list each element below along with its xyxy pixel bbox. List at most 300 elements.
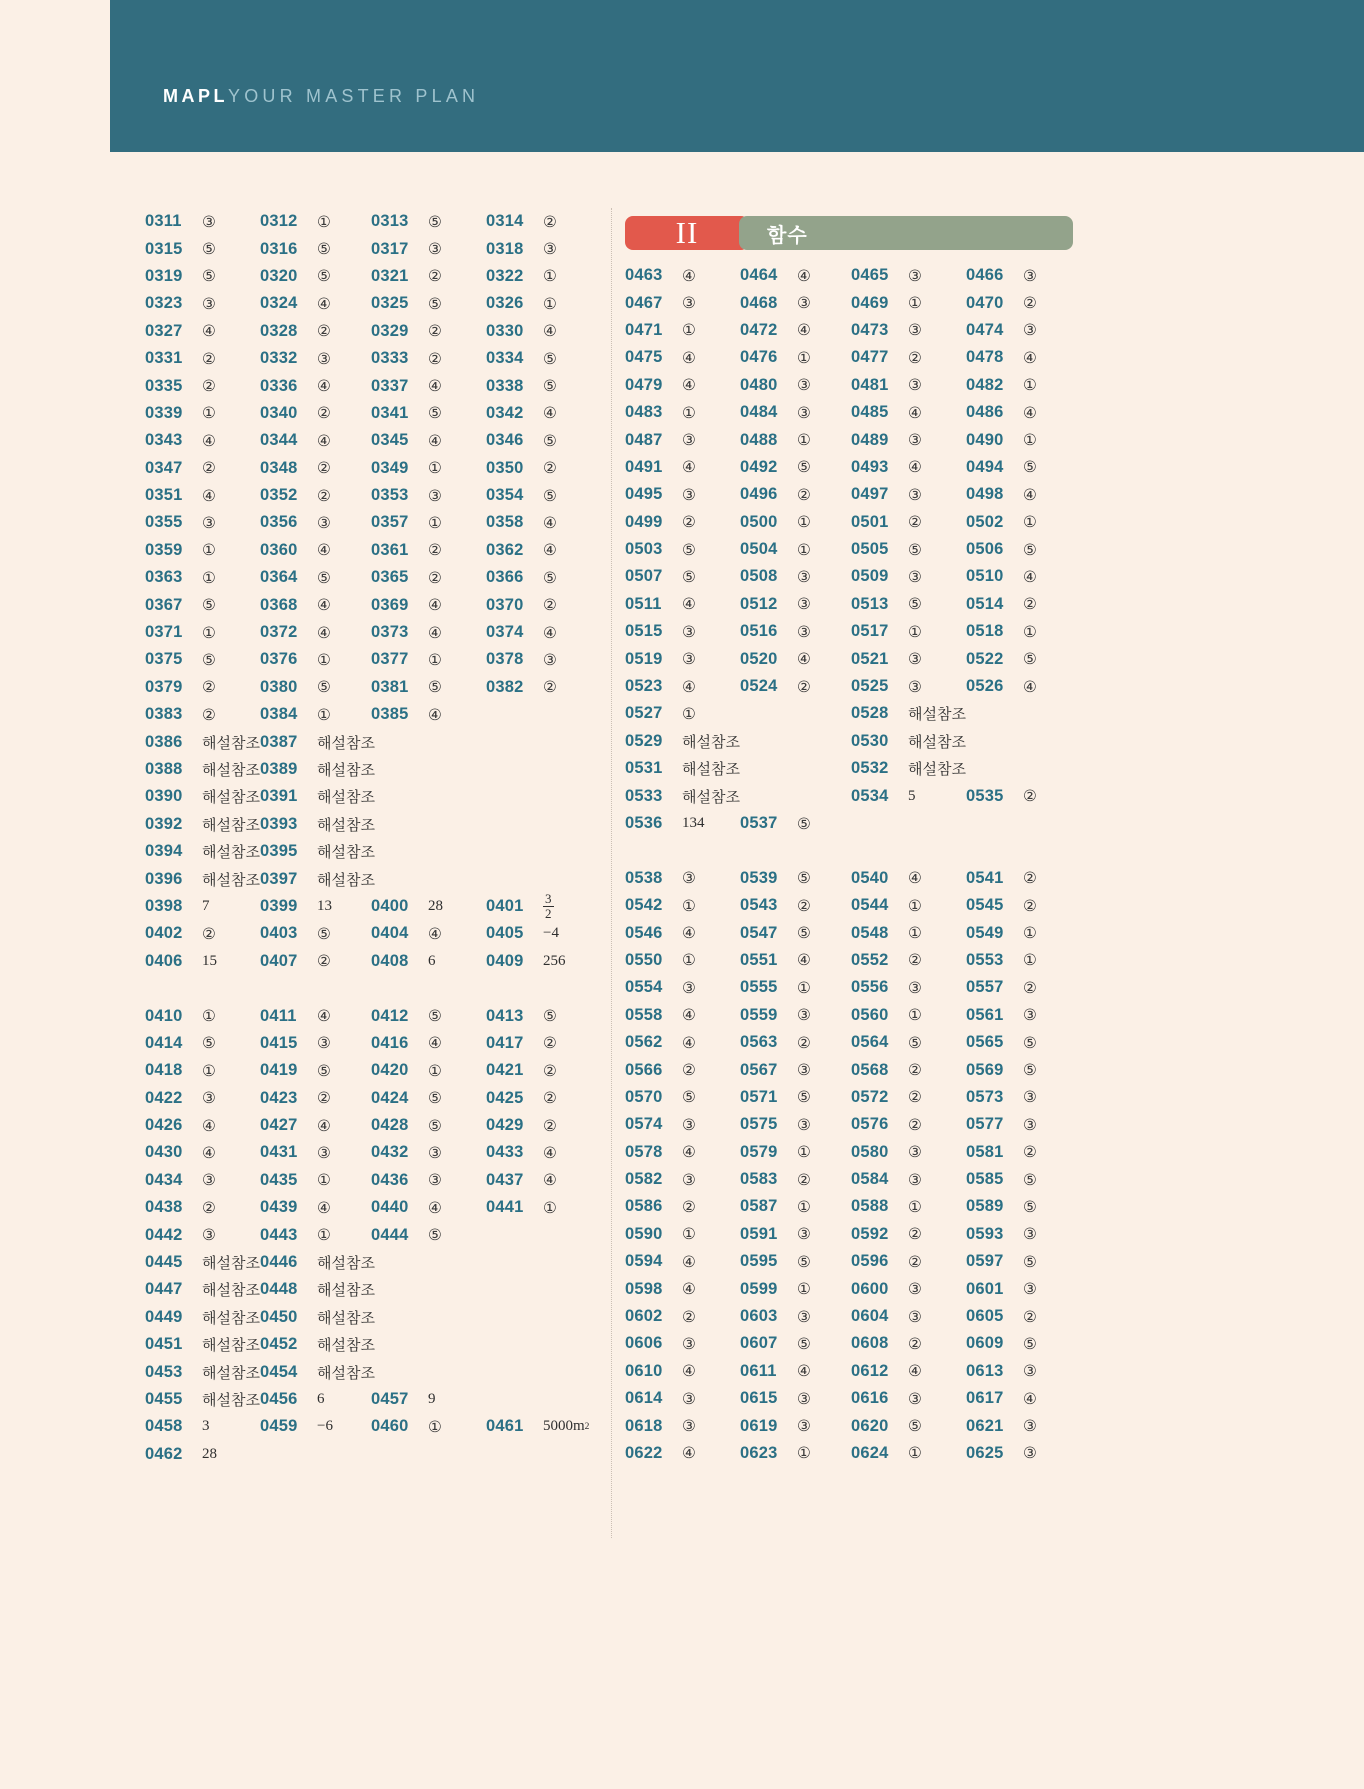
question-number: 0472	[740, 320, 778, 339]
question-number: 0330	[486, 321, 524, 340]
answer-row	[145, 1057, 595, 1084]
question-number: 0326	[486, 294, 524, 313]
answer-value: ④	[682, 266, 696, 285]
answer-value: ④	[317, 623, 331, 642]
question-number: 0444	[371, 1225, 409, 1244]
question-number: 0596	[851, 1252, 889, 1271]
answer-row	[625, 1084, 1075, 1111]
question-number: 0347	[145, 458, 183, 477]
answer-row	[145, 1358, 595, 1385]
answer-entry	[966, 289, 1004, 316]
question-number: 0328	[260, 321, 298, 340]
answer-row	[625, 1056, 1075, 1083]
answer-value: ③	[797, 1307, 811, 1326]
answer-value: ⑤	[317, 267, 331, 286]
answer-value: ③	[797, 1417, 811, 1436]
answer-entry	[145, 208, 182, 235]
question-number: 0455	[145, 1389, 183, 1408]
answer-row	[145, 674, 595, 701]
answer-entry	[486, 1413, 524, 1440]
answer-value: ①	[1023, 376, 1037, 395]
answer-value: ④	[682, 1143, 696, 1162]
question-number: 0460	[371, 1417, 409, 1436]
answer-entry	[966, 865, 1004, 892]
answer-value: ④	[682, 1252, 696, 1271]
answer-value: ⑤	[797, 924, 811, 943]
question-number: 0367	[145, 595, 183, 614]
answer-value: ⑤	[1023, 1033, 1037, 1052]
answer-row	[145, 1194, 595, 1221]
answer-entry	[625, 1275, 663, 1302]
answer-value: ②	[797, 485, 811, 504]
question-number: 0509	[851, 567, 889, 586]
answer-value: ①	[202, 404, 216, 423]
answer-entry	[145, 1112, 183, 1139]
answer-value: 해설참조	[317, 1336, 375, 1355]
answer-value: ③	[908, 485, 922, 504]
question-number: 0614	[625, 1389, 663, 1408]
answer-entry	[851, 454, 889, 481]
answer-entry	[371, 948, 409, 975]
answer-value: ④	[1023, 403, 1037, 422]
question-number: 0378	[486, 650, 524, 669]
brand-logo	[163, 86, 479, 107]
answer-entry	[371, 619, 409, 646]
question-number: 0329	[371, 321, 409, 340]
question-number: 0542	[625, 896, 663, 915]
answer-row	[625, 919, 1075, 946]
answer-value: ①	[797, 1444, 811, 1463]
question-number: 0458	[145, 1417, 183, 1436]
answer-value: ④	[682, 1444, 696, 1463]
question-number: 0510	[966, 567, 1004, 586]
answer-entry	[371, 1413, 409, 1440]
answer-entry	[851, 618, 889, 645]
answer-entry	[145, 235, 183, 262]
question-number: 0490	[966, 430, 1004, 449]
answer-value: ②	[797, 677, 811, 696]
answer-value: ④	[682, 458, 696, 477]
question-number: 0584	[851, 1170, 889, 1189]
answer-entry	[260, 1276, 298, 1303]
answer-row	[145, 1304, 595, 1331]
question-number: 0388	[145, 760, 183, 778]
answer-entry	[260, 1304, 298, 1331]
answer-row	[145, 1413, 595, 1440]
answer-entry	[740, 1139, 778, 1166]
answer-entry	[371, 1030, 409, 1057]
question-number: 0547	[740, 923, 778, 942]
answer-value: 7	[202, 897, 210, 914]
question-number: 0477	[851, 348, 889, 367]
answer-row	[625, 481, 1075, 508]
answer-value: ③	[317, 1034, 331, 1053]
question-number: 0355	[145, 513, 183, 532]
answer-entry	[145, 1221, 183, 1248]
answer-entry	[260, 783, 298, 810]
question-number: 0587	[740, 1197, 778, 1216]
question-number: 0499	[625, 512, 663, 531]
answer-entry	[851, 481, 889, 508]
question-number: 0334	[486, 349, 524, 368]
question-number: 0467	[625, 293, 663, 312]
answer-entry	[851, 1029, 889, 1056]
question-number: 0450	[260, 1307, 298, 1326]
question-number: 0349	[371, 458, 409, 477]
answer-value: ⑤	[543, 349, 557, 368]
question-number: 0507	[625, 567, 663, 586]
answer-entry	[966, 1111, 1004, 1138]
answer-entry	[625, 673, 663, 700]
answer-value: ②	[908, 1252, 922, 1271]
answer-entry	[145, 783, 183, 810]
question-number: 0448	[260, 1280, 298, 1299]
answer-entry	[851, 645, 889, 672]
answer-row	[145, 591, 595, 618]
answer-entry	[851, 1002, 889, 1029]
question-number: 0416	[371, 1033, 409, 1052]
answer-entry	[371, 1085, 409, 1112]
question-number: 0569	[966, 1060, 1004, 1079]
answer-entry	[260, 290, 298, 317]
question-number: 0561	[966, 1005, 1004, 1024]
answer-value: 256	[543, 952, 566, 969]
answer-value: ③	[202, 513, 216, 532]
answer-value: ③	[797, 294, 811, 313]
answer-value: ④	[682, 376, 696, 395]
answer-entry	[486, 372, 524, 399]
answer-value: ①	[908, 896, 922, 915]
question-number: 0443	[260, 1225, 298, 1244]
answer-value: ③	[682, 294, 696, 313]
answer-value: ①	[797, 1197, 811, 1216]
answer-entry	[625, 372, 663, 399]
answer-entry	[260, 1057, 298, 1084]
answer-value: ①	[317, 1226, 331, 1245]
answer-row	[625, 262, 1075, 289]
answer-value: ②	[797, 1033, 811, 1052]
answer-entry	[486, 290, 524, 317]
question-number: 0402	[145, 924, 183, 943]
answer-value: ⑤	[428, 678, 442, 697]
question-number: 0415	[260, 1033, 298, 1052]
question-number: 0536	[625, 814, 663, 832]
answer-value: ④	[428, 1034, 442, 1053]
question-number: 0372	[260, 623, 298, 642]
question-number: 0622	[625, 1443, 663, 1462]
answer-value: ②	[543, 1034, 557, 1053]
answer-row	[145, 318, 595, 345]
answer-value: ①	[797, 348, 811, 367]
answer-row	[145, 1030, 595, 1057]
answer-entry	[851, 782, 889, 809]
answer-value: 해설참조	[202, 1390, 260, 1409]
answer-row	[625, 645, 1075, 672]
answer-value: ③	[908, 1143, 922, 1162]
answer-value: ⑤	[428, 1089, 442, 1108]
answer-entry	[966, 454, 1004, 481]
answer-value: ①	[797, 1280, 811, 1299]
answer-entry	[260, 1221, 298, 1248]
question-number: 0566	[625, 1060, 663, 1079]
question-number: 0431	[260, 1143, 298, 1162]
answer-entry	[371, 1002, 409, 1029]
question-number: 0454	[260, 1362, 298, 1381]
question-number: 0548	[851, 923, 889, 942]
question-number: 0433	[486, 1143, 524, 1162]
answer-value: 15	[202, 952, 217, 969]
answer-value: ①	[428, 650, 442, 669]
question-number: 0549	[966, 923, 1004, 942]
answer-value: ④	[682, 1006, 696, 1025]
answer-entry	[145, 1331, 183, 1358]
question-number: 0373	[371, 623, 409, 642]
answer-value: ①	[908, 1444, 922, 1463]
answer-value: ②	[908, 1115, 922, 1134]
answer-entry	[260, 1413, 298, 1440]
answer-value: ①	[202, 541, 216, 560]
question-number: 0500	[740, 512, 778, 531]
answer-entry	[851, 536, 889, 563]
answer-entry	[966, 673, 1004, 700]
answer-value: ②	[317, 1089, 331, 1108]
question-number: 0406	[145, 951, 183, 970]
answer-entry	[145, 838, 183, 865]
question-number: 0541	[966, 868, 1004, 887]
answer-row	[625, 1275, 1075, 1302]
answer-entry	[145, 1057, 183, 1084]
question-number: 0437	[486, 1170, 524, 1189]
answer-entry	[625, 563, 663, 590]
question-number: 0439	[260, 1198, 298, 1217]
answer-row	[625, 1385, 1075, 1412]
answer-entry	[966, 1275, 1004, 1302]
answer-entry	[740, 1029, 778, 1056]
answer-entry	[145, 1304, 183, 1331]
answer-entry	[371, 646, 409, 673]
answer-value: ①	[317, 650, 331, 669]
question-number: 0412	[371, 1006, 409, 1025]
question-number: 0358	[486, 513, 524, 532]
question-number: 0539	[740, 868, 778, 887]
answer-entry	[740, 810, 778, 837]
answer-value: ③	[797, 1006, 811, 1025]
answer-entry	[260, 427, 298, 454]
answer-entry	[740, 1412, 778, 1439]
question-number: 0396	[145, 869, 183, 888]
answer-entry	[740, 974, 778, 1001]
answer-row	[145, 619, 595, 646]
column-divider	[611, 208, 612, 1538]
question-number: 0340	[260, 403, 298, 422]
question-number: 0556	[851, 978, 889, 997]
answer-value: ④	[317, 541, 331, 560]
answer-entry	[145, 1413, 183, 1440]
answer-value: ⑤	[428, 404, 442, 423]
answer-entry	[145, 1167, 183, 1194]
answer-entry	[966, 1385, 1004, 1412]
question-number: 0426	[145, 1116, 183, 1135]
answer-value: ②	[428, 267, 442, 286]
answer-entry	[740, 399, 778, 426]
answer-row	[145, 290, 595, 317]
answer-value: ⑤	[682, 1088, 696, 1107]
answer-row	[145, 1167, 595, 1194]
answer-value: ②	[543, 1061, 557, 1080]
answer-value: ④	[908, 1362, 922, 1381]
answer-entry	[851, 1248, 889, 1275]
question-number: 0438	[145, 1198, 183, 1217]
question-number: 0366	[486, 568, 524, 587]
answer-row	[625, 947, 1075, 974]
answer-value: $\frac{3}{2}$	[545, 891, 552, 921]
answer-entry	[145, 728, 183, 755]
question-number: 0435	[260, 1170, 298, 1189]
question-number: 0411	[260, 1006, 297, 1025]
answer-entry	[371, 1386, 409, 1413]
answer-value: ①	[682, 1225, 696, 1244]
answer-entry	[486, 920, 524, 947]
answer-value: ④	[682, 677, 696, 696]
answer-value: 13	[317, 897, 332, 914]
question-number: 0520	[740, 649, 778, 668]
answer-entry	[486, 948, 524, 975]
answer-row	[145, 701, 595, 728]
answer-value: ①	[202, 1061, 216, 1080]
answer-entry	[145, 345, 183, 372]
question-number: 0503	[625, 540, 663, 559]
answer-entry	[851, 1385, 889, 1412]
answer-entry	[260, 345, 298, 372]
answer-value: ⑤	[428, 1007, 442, 1026]
answer-value: ④	[682, 348, 696, 367]
answer-value: ③	[797, 1115, 811, 1134]
answer-value: ①	[428, 1061, 442, 1080]
answer-value: ①	[682, 896, 696, 915]
answer-value: 해설참조	[317, 761, 375, 779]
answer-value: 해설참조	[202, 1254, 260, 1273]
answer-value: ②	[1023, 595, 1037, 614]
answer-value: ⑤	[1023, 1061, 1037, 1080]
answer-entry	[740, 1358, 777, 1385]
answer-value: ③	[543, 650, 557, 669]
answer-value: ⑤	[317, 678, 331, 697]
answer-value: ⑤	[797, 1334, 811, 1353]
question-number: 0508	[740, 567, 778, 586]
answer-entry	[486, 482, 524, 509]
answer-row	[625, 509, 1075, 536]
answer-entry	[740, 1248, 778, 1275]
question-number: 0532	[851, 759, 889, 778]
answer-entry	[740, 372, 778, 399]
answer-row	[145, 372, 595, 399]
question-number: 0414	[145, 1033, 183, 1052]
answer-value: ⑤	[682, 567, 696, 586]
question-number: 0386	[145, 732, 183, 751]
answer-entry	[851, 1330, 889, 1357]
question-number: 0617	[966, 1389, 1004, 1408]
answer-entry	[486, 564, 524, 591]
answer-entry	[625, 591, 662, 618]
answer-value: ②	[1023, 869, 1037, 888]
answer-value: 해설참조	[202, 761, 260, 779]
question-number: 0313	[371, 212, 409, 231]
answer-entry	[625, 289, 663, 316]
question-number: 0559	[740, 1005, 778, 1024]
answer-value: ⑤	[428, 1226, 442, 1245]
answer-value: ③	[908, 376, 922, 395]
question-number: 0573	[966, 1087, 1004, 1106]
answer-entry	[625, 1221, 663, 1248]
answer-value: ④	[202, 1116, 216, 1135]
question-number: 0595	[740, 1252, 778, 1271]
answer-value: ④	[1023, 677, 1037, 696]
answer-row	[145, 482, 595, 509]
question-number: 0577	[966, 1115, 1004, 1134]
answer-value: ①	[428, 513, 442, 532]
question-number: 0394	[145, 842, 183, 861]
question-number: 0399	[260, 896, 298, 915]
answer-value: ②	[1023, 1307, 1037, 1326]
answer-value: ⑤	[317, 1061, 331, 1080]
question-number: 0429	[486, 1116, 524, 1135]
answer-entry	[486, 1002, 524, 1029]
answer-entry	[625, 317, 663, 344]
answer-value: ③	[428, 486, 442, 505]
answer-value: ①	[1023, 622, 1037, 641]
answer-value: ①	[682, 403, 696, 422]
answer-entry	[486, 427, 524, 454]
answer-entry	[851, 399, 889, 426]
question-number: 0479	[625, 375, 663, 394]
answer-row	[145, 1441, 595, 1468]
question-number: 0560	[851, 1005, 889, 1024]
answer-value: ④	[908, 458, 922, 477]
answer-value: ②	[797, 896, 811, 915]
question-number: 0397	[260, 869, 298, 888]
answer-entry	[145, 1441, 183, 1468]
question-number: 0526	[966, 677, 1004, 696]
question-number: 0476	[740, 348, 778, 367]
answer-entry	[371, 701, 409, 728]
answer-value: ①	[797, 513, 811, 532]
answer-entry	[966, 645, 1004, 672]
answer-value: ②	[1023, 896, 1037, 915]
answer-value: ④	[317, 1007, 331, 1026]
answer-entry	[740, 673, 778, 700]
answer-entry	[740, 563, 778, 590]
answer-value: 해설참조	[682, 787, 740, 806]
question-number: 0540	[851, 868, 889, 887]
question-number: 0537	[740, 814, 778, 832]
question-number: 0585	[966, 1170, 1004, 1189]
question-number: 0521	[851, 649, 889, 668]
answer-entry	[625, 1303, 663, 1330]
answer-value: ①	[1023, 431, 1037, 450]
answer-entry	[851, 1303, 889, 1330]
answer-entry	[260, 701, 298, 728]
answer-value: ①	[543, 267, 557, 286]
answer-entry	[851, 1221, 889, 1248]
answer-row	[625, 1166, 1075, 1193]
question-number: 0538	[625, 868, 663, 887]
answer-entry	[625, 509, 663, 536]
answer-value: ④	[428, 924, 442, 943]
question-number: 0550	[625, 950, 663, 969]
question-number: 0487	[625, 430, 663, 449]
question-number: 0339	[145, 403, 183, 422]
answer-value: 해설참조	[682, 732, 740, 751]
